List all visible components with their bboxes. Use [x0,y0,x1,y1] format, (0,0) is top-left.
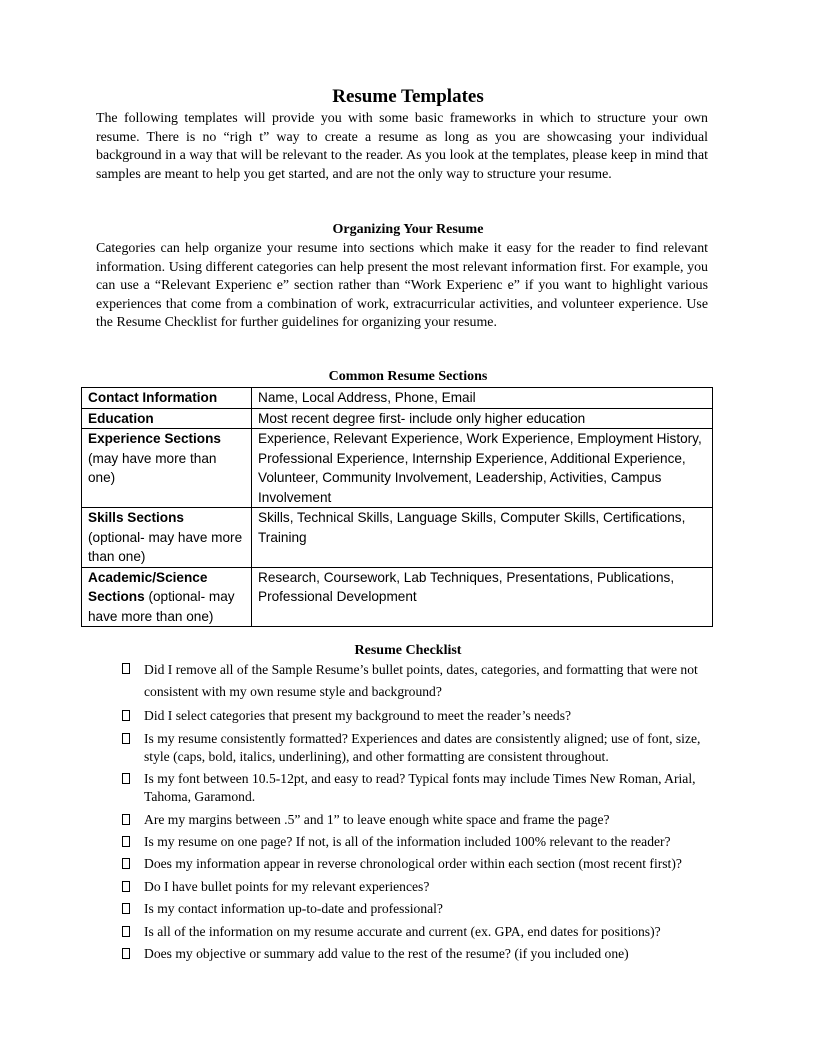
checkbox-icon[interactable] [122,814,130,825]
section-label: Contact Information [88,390,218,405]
section-label: Skills Sections [88,510,184,525]
checklist-item-text: Are my margins between .5” and 1” to leave enough white space and frame the page? [144,811,610,827]
section-label: Academic/Science Sections [88,569,208,604]
page-title: Resume Templates [332,86,484,107]
checklist-item [118,833,728,851]
section-value: Most recent degree first- include only higher education [252,408,713,429]
table-row [82,508,713,568]
table-row [82,388,713,409]
checklist-item-text: Is my font between 10.5-12pt, and easy to read? Typical fonts may include Times New Roman, Arial, Tahoma, Garamond. [144,771,696,805]
checklist-item [118,923,728,941]
checklist-item [118,900,728,918]
checklist-item-text: Did I remove all of the Sample Resume’s bullet points, dates, categories, and formatting that were not consistent with my own resume style and background? [144,662,698,699]
table-row [82,567,713,627]
section-note: (optional- may have more than one) [88,529,243,564]
organizing-paragraph: Categories can help organize your resume into sections which make it easy for the reader to find relevant information. Using different categories can help present the most relevant information first. For example, you can use a “Relevant Experienc e” section rather than “Work Experienc e” if you want to highlight various experiences that come from a combination of work, extracurricular activities, and volunteer experience. Use the Resume Checklist for further guidelines for organizing your resume. [96,241,708,331]
organizing-heading: Organizing Your Resume [332,222,484,237]
checklist-item [118,707,728,725]
checklist-item [118,855,728,873]
checklist-item [118,730,728,766]
checklist-item [118,770,728,806]
section-value: Skills, Technical Skills, Language Skills, Computer Skills, Certifications, Training [252,508,713,568]
checklist-heading: Resume Checklist [354,643,462,658]
checklist-item [118,945,728,963]
section-label-cell [82,508,252,568]
checklist-item-text: Does my information appear in reverse chronological order within each section (most recent first)? [144,856,682,872]
resume-sections-table [81,387,713,627]
checklist-item-text: Is my contact information up-to-date and professional? [144,901,443,917]
section-label-cell [82,388,252,409]
checklist-item [118,811,728,829]
checkbox-icon[interactable] [122,926,130,937]
checklist-item-text: Is all of the information on my resume accurate and current (ex. GPA, end dates for positions)? [144,923,661,939]
checkbox-icon[interactable] [122,858,130,869]
checklist-item-text: Do I have bullet points for my relevant experiences? [144,878,430,894]
checklist-item-text: Did I select categories that present my background to meet the reader’s needs? [144,708,572,724]
checkbox-icon[interactable] [122,948,130,959]
resume-checklist [118,659,728,967]
section-note: (optional- may have more than one) [88,589,235,624]
table-row [82,429,713,508]
sections-heading: Common Resume Sections [328,369,488,384]
checklist-item-text: Is my resume consistently formatted? Experiences and dates are consistently aligned; use of font, size, style (caps, bold, italics, underlining), and other formatting are consistent throughout. [144,730,701,764]
section-label-cell [82,567,252,627]
checkbox-icon[interactable] [122,710,130,721]
checklist-item [118,878,728,896]
checklist-item-text: Is my resume on one page? If not, is all of the information included 100% relevant to the reader? [144,833,671,849]
checklist-item-text: Does my objective or summary add value to the rest of the resume? (if you included one) [144,945,629,961]
checklist-item [118,659,728,703]
checkbox-icon[interactable] [122,881,130,892]
checkbox-icon[interactable] [122,903,130,914]
section-label-cell [82,429,252,508]
section-note: (may have more than one) [88,450,217,485]
intro-paragraph: The following templates will provide you with some basic frameworks in which to structure your own resume. There is no “righ t” way to create a resume as long as you are showcasing your individual background in a way that will be relevant to the reader. As you look at the templates, please keep in mind that samples are meant to help you get started, and are not the only way to structure your resume. [96,111,708,182]
checkbox-icon[interactable] [122,663,130,674]
checkbox-icon[interactable] [122,773,130,784]
section-value: Name, Local Address, Phone, Email [252,388,713,409]
checkbox-icon[interactable] [122,836,130,847]
table-row [82,408,713,429]
section-label-cell [82,408,252,429]
section-label: Education [88,410,154,426]
section-value: Research, Coursework, Lab Techniques, Presentations, Publications, Professional Development [252,567,713,627]
section-value: Experience, Relevant Experience, Work Experience, Employment History, Professional Experience, Internship Experience, Additional Experience, Volunteer, Community Involvement, Leadership, Activities, Campus Involvement [252,429,713,508]
checkbox-icon[interactable] [122,733,130,744]
section-label: Experience Sections [88,431,221,446]
